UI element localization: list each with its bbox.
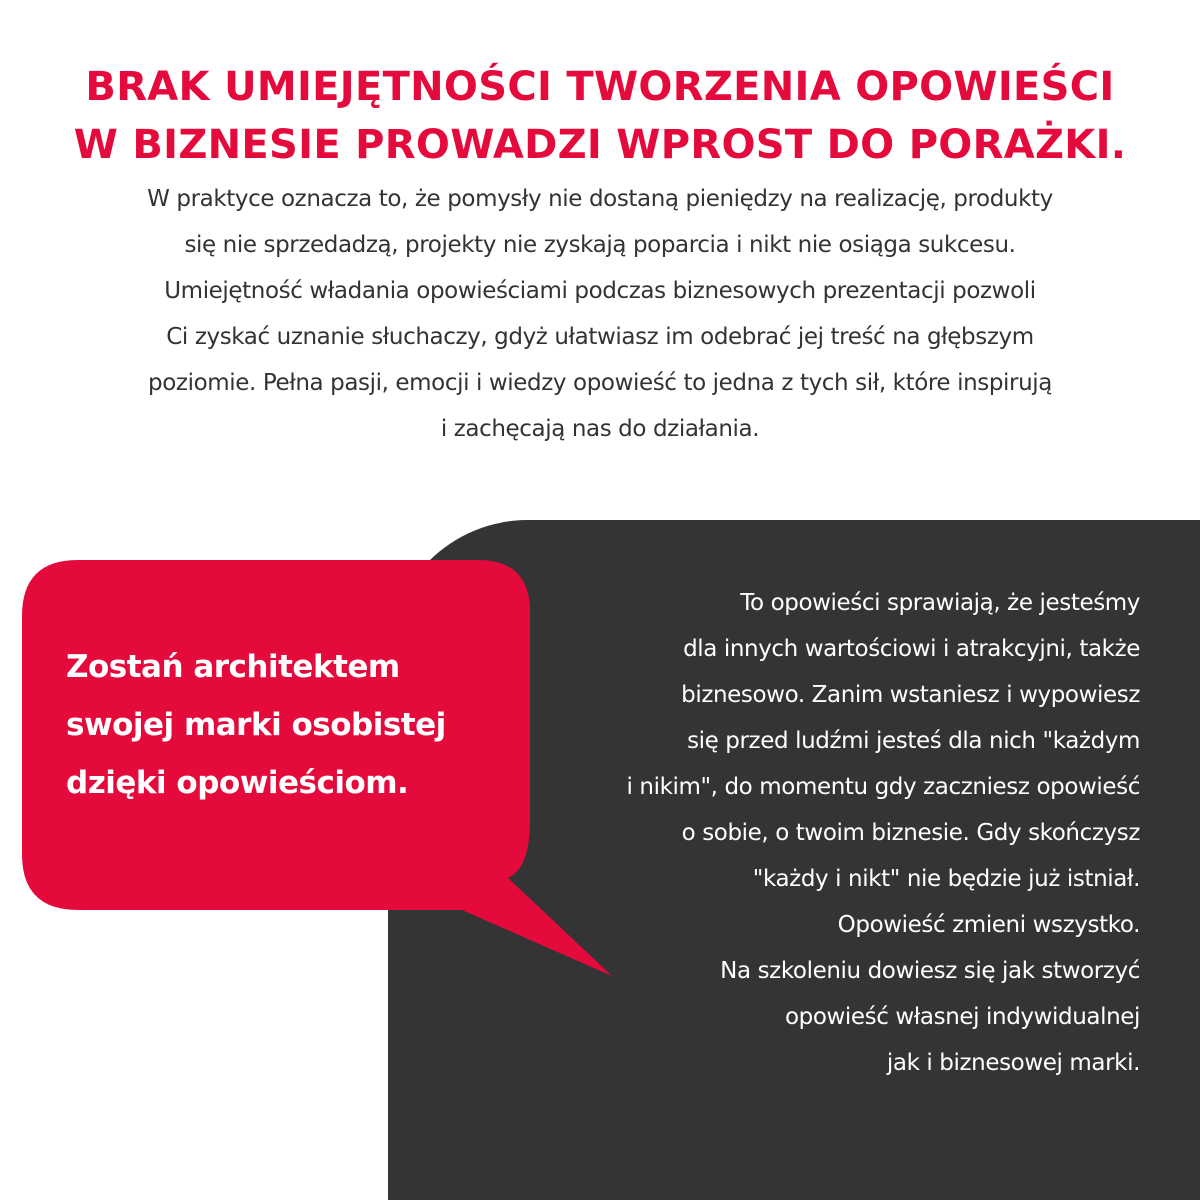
dark-panel-line: To opowieści sprawiają, że jesteśmy (740, 590, 1140, 616)
dark-panel-line: się przed ludźmi jesteś dla nich "każdym (687, 728, 1140, 754)
dark-panel-line: dla innych wartościowi i atrakcyjni, także (683, 636, 1140, 662)
intro-line: poziomie. Pełna pasji, emocji i wiedzy opowieść to jedna z tych sił, które inspirują (148, 370, 1052, 396)
callout-line: dzięki opowieściom. (66, 765, 409, 801)
dark-panel-line: jak i biznesowej marki. (886, 1050, 1140, 1076)
callout-text (66, 638, 526, 812)
intro-line: i zachęcają nas do działania. (440, 416, 760, 442)
dark-panel-line: opowieść własnej indywidualnej (784, 1004, 1140, 1030)
intro-line: Ci zyskać uznanie słuchaczy, gdyż ułatwiasz im odebrać jej treść na głębszym (166, 324, 1034, 350)
intro-line: się nie sprzedadzą, projekty nie zyskają poparcia i nikt nie osiąga sukcesu. (184, 232, 1016, 258)
dark-panel-line: biznesowo. Zanim wstaniesz i wypowiesz (681, 682, 1140, 708)
dark-panel-line: i nikim", do momentu gdy zaczniesz opowieść (626, 774, 1140, 800)
callout-line: Zostań architektem (66, 649, 400, 685)
dark-panel-line: Na szkoleniu dowiesz się jak stworzyć (720, 958, 1140, 984)
dark-panel-line: Opowieść zmieni wszystko. (837, 912, 1140, 938)
callout-line: swojej marki osobistej (66, 707, 446, 743)
intro-line: Umiejętność władania opowieściami podczas biznesowych prezentacji pozwoli (164, 278, 1036, 304)
headline-line: BRAK UMIEJĘTNOŚCI TWORZENIA OPOWIEŚCI (85, 64, 1115, 110)
dark-panel-line: o sobie, o twoim biznesie. Gdy skończysz (681, 820, 1140, 846)
dark-panel-line: "każdy i nikt" nie będzie już istniał. (752, 866, 1140, 892)
intro-line: W praktyce oznacza to, że pomysły nie dostaną pieniędzy na realizację, produkty (147, 186, 1053, 212)
headline-line: W BIZNESIE PROWADZI WPROST DO PORAŻKI. (73, 122, 1127, 168)
